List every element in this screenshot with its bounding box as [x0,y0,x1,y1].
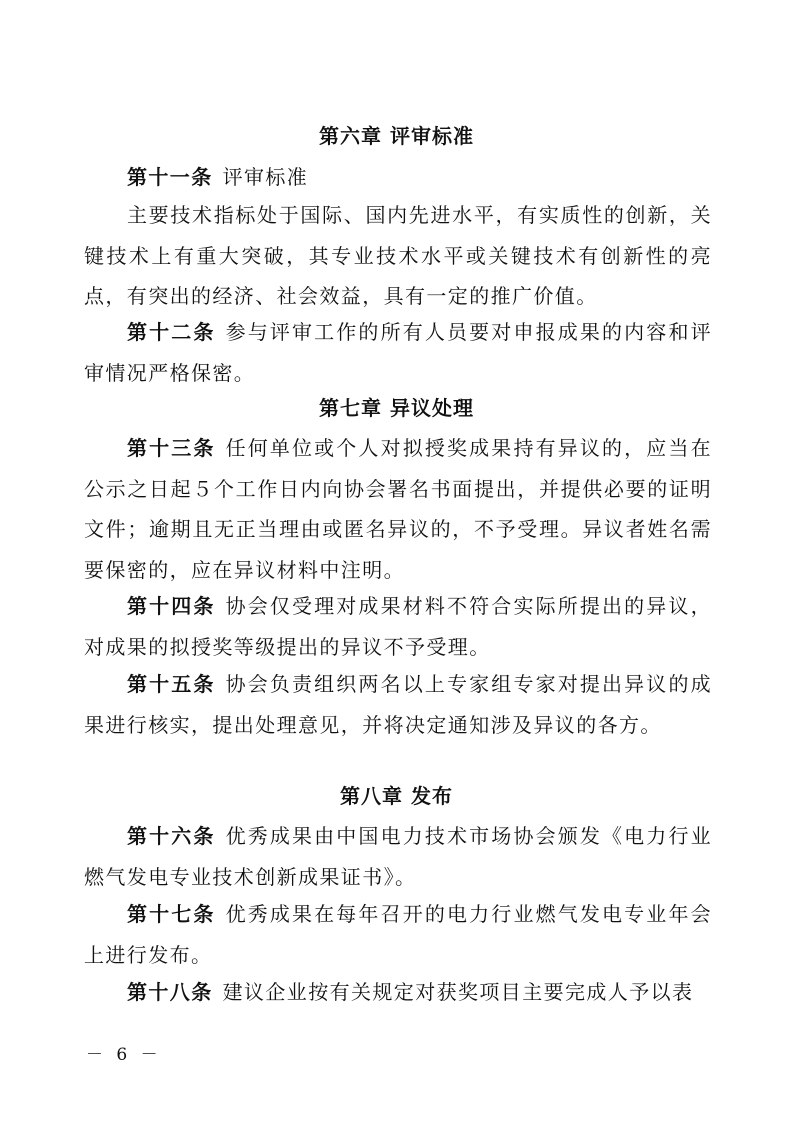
article-11-title: 评审标准 [222,165,309,189]
article-18 [84,972,712,1013]
article-13 [84,428,712,590]
article-13-text: 任何单位或个人对拟授奖成果持有异议的，应当在公示之日起５个工作日内向协会署名书面提出，并提供必要的证明文件；逾期且无正当理由或匿名异议的，不予受理。异议者姓名需要保密的，应在异议材料中注明。 [84,436,712,582]
article-11-body: 主要技术指标处于国际、国内先进水平，有实质性的创新，关键技术上有重大突破，其专业技术水平或关键技术有创新性的亮点，有突出的经济、社会效益，具有一定的推广价值。 [84,203,712,308]
article-12-text: 参与评审工作的所有人员要对申报成果的内容和评审情况严格保密。 [84,320,712,385]
article-14 [84,586,712,667]
article-16-text: 优秀成果由中国电力技术市场协会颁发《电力行业燃气发电专业技术创新成果证书》。 [84,824,712,889]
article-13-number: 第十三条 [127,436,216,460]
article-14-text: 协会仅受理对成果材料不符合实际所提出的异议，对成果的拟授奖等级提出的异议不予受理。 [84,594,712,659]
article-12 [84,312,712,393]
article-17-text: 优秀成果在每年召开的电力行业燃气发电专业年会上进行发布。 [84,902,712,967]
article-16-number: 第十六条 [127,824,216,848]
page-number: － 6 － [86,1045,162,1065]
chapter-6-heading: 第六章 评审标准 [319,124,474,148]
article-17 [84,894,712,975]
article-15-number: 第十五条 [127,672,216,696]
article-12-number: 第十二条 [127,320,216,344]
article-11 [84,157,712,198]
article-14-number: 第十四条 [127,594,216,618]
article-15 [84,664,712,745]
article-11-number: 第十一条 [127,165,213,189]
article-18-number: 第十八条 [127,980,213,1004]
article-18-text: 建议企业按有关规定对获奖项目主要完成人予以表 [222,980,694,1004]
article-15-text: 协会负责组织两名以上专家组专家对提出异议的成果进行核实，提出处理意见，并将决定通知涉及异议的各方。 [84,672,712,737]
chapter-8-heading: 第八章 发布 [340,784,453,808]
article-16 [84,816,712,897]
chapter-7-heading: 第七章 异议处理 [319,396,474,420]
article-17-number: 第十七条 [127,902,216,926]
